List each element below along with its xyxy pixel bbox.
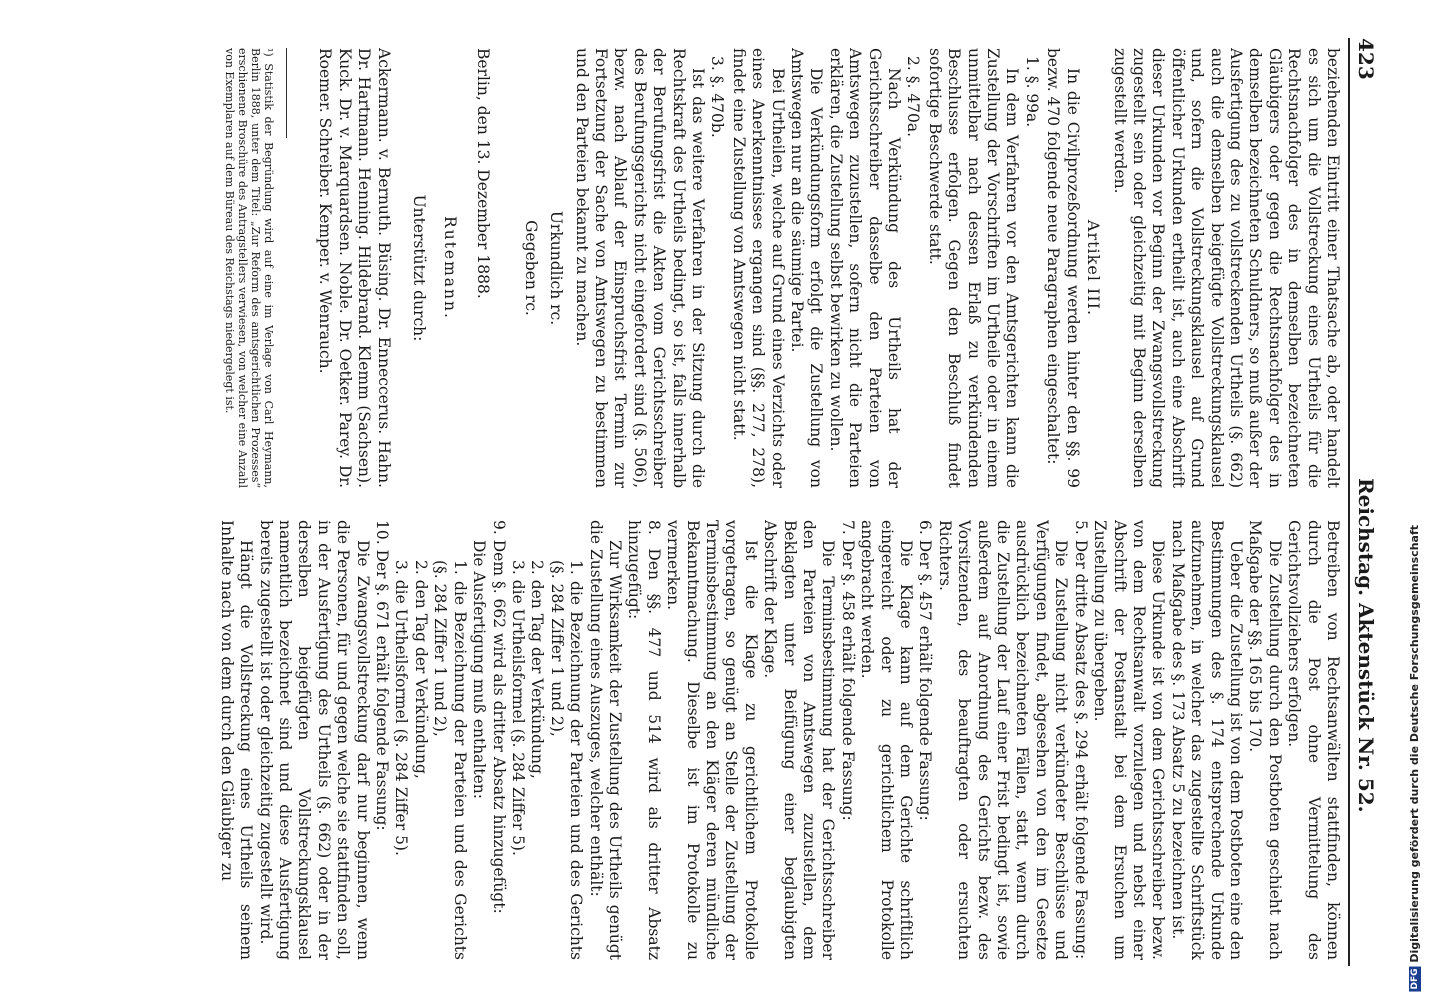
credit-text: Digitalisierung gefördert durch die Deutsche Forschungsgemeinschaft <box>1408 525 1421 964</box>
digitization-credit <box>1402 0 1432 1000</box>
list-item-label: 7. Der §. 458 erhält folgende Fassung: <box>838 520 857 821</box>
right-column <box>22 520 1342 960</box>
paragraph: Diese Urkunde ist von dem Gerichtsschreiber bezw. von dem Rechtsanwalt vorzulegen und nebst einer Abschrift der Postanstalt bei dem Ersuchen um Zustellung zu übergeben. <box>1091 520 1168 960</box>
list-item-label: 6. Der §. 457 erhält folgende Fassung: <box>916 520 935 821</box>
paragraph: Ueber die Zustellung ist von dem Postboten eine den Bestimmungen des §. 174 entsprechende Urkunde aufzunehmen, in welcher das zugestellte Schriftstück nach Maßgabe des §. 173 Absatz 5 zu bezeichnen ist. <box>1168 520 1245 960</box>
header-rule <box>1348 38 1350 966</box>
supported-by-label: Unterstützt durch: <box>409 194 428 342</box>
sub-list-item: 1. die Bezeichnung der Parteien und des Gerichts (§. 284 Ziffer 1 und 2), <box>547 560 586 960</box>
paragraph: beziehenden Eintritt einer Thatsache ab, oder handelt es sich um die Vollstreckung eines Urtheils für die Rechtsnachfolger des in demselben bezeichneten Gläubigers oder gegen die Rechtsnachfolger des in demselben bezeichneten Schuldners, so muß außer der Ausfertigung des zu vollstreckenden Urtheils (§. 662) auch die demselben beigefügte Vollstreckungsklausel und, sofern die Vollstreckungsklausel auf Grund öffentlicher Urkunden ertheilt ist, auch eine Abschrift dieser Urkunden vor Beginn der Zwangsvollstreckung zugestellt sein oder gleichzeitig mit Beginn derselben zugestellt werden. <box>1110 48 1342 488</box>
paragraph: Die Klage kann auf dem Gerichte schriftlich eingereicht oder zu gerichtlichem Protokolle angebracht werden. <box>858 520 916 960</box>
date-line: Berlin, den 13. Dezember 1888. <box>474 48 493 299</box>
dfg-logo: DFG <box>1410 968 1420 990</box>
list-item-label: 5. Der dritte Absatz des §. 294 erhält folgende Fassung: <box>1071 520 1090 960</box>
section-label: 3. §. 470b. <box>708 56 727 138</box>
list-item-label: 10. Der §. 671 erhält folgende Fassung: <box>373 520 392 831</box>
paragraph: Betreiben von Rechtsanwälten stattfinden, können durch die Post ohne Vermittelung des Gerichtsvollziehers erfolgen. <box>1285 520 1342 960</box>
page-number: 423 <box>1354 38 1378 80</box>
paragraph: Hängt die Vollstreckung eines Urtheils seinem Inhalte nach von dem durch den Gläubiger zu <box>217 520 256 960</box>
paragraph: Die Zustellung nicht verkündeter Beschlüsse und Verfügungen findet, abgesehen von den im Gesetze ausdrücklich bezeichneten Fällen, statt, wenn durch die Zustellung der Lauf einer Frist bedingt ist, sowie außerdem auf Anordnung des Gerichts bezw. des Vorsitzenden, des beauftragten oder ersuchten Richters. <box>935 520 1071 960</box>
article-heading: Artikel III. <box>1084 219 1104 317</box>
left-column <box>22 48 1342 488</box>
sub-list-item: 2. den Tag der Verkündung, <box>528 560 547 779</box>
paragraph: Ist das weitere Verfahren in der Sitzung durch die Rechtskraft des Urtheils bedingt, so ist, falls innerhalb der Berufungsfrist die Akten vom Gerichtsschreiber des Berufungsgerichts nicht eingefordert sind (§. 506), bezw. nach Ablauf der Einspruchsfrist Termin zur Fortsetzung der Sache von Amtswegen zu bestimmen und den Parteien bekannt zu machen. <box>572 48 707 488</box>
paragraph: Die Verkündungsform erfolgt die Zustellung von Amtswegen nur an die säumige Partei. <box>788 48 826 488</box>
sub-list-item: 3. die Urtheilsformel (§. 284 Ziffer 5). <box>392 560 411 856</box>
signature: Rutemann. <box>440 216 459 320</box>
sub-list-item: 2. den Tag der Verkündung, <box>411 560 430 779</box>
page-header <box>1352 38 1382 966</box>
footnote: ¹) Statistik der Begründung wird auf eine im Verlage von Carl Heymann, Berlin 1888, unter dem Titel: „Zur Reform des amtsgerichtlichen Prozesses“ erschienene Broschüre des Antragstellers verwiesen, von welcher eine Anzahl von Exemplaren auf dem Büreau des Reichstags niedergelegt ist. <box>223 48 275 488</box>
closing-line: Gegeben rc. <box>521 220 540 316</box>
article-intro: In die Civilprozeßordnung werden hinter den §§. 99 bezw. 470 folgende neue Paragraphen eingeschaltet: <box>1044 48 1082 488</box>
section-label: 2. §. 470a. <box>904 56 923 138</box>
paragraph: Zur Wirksamkeit der Zustellung des Urtheils genügt die Zustellung eines Auszuges, welcher enthält: <box>586 520 624 960</box>
paragraph: Bei Urtheilen, welche auf Grund eines Verzichts oder eines Anerkenntnisses ergangen sind (§§. 277, 278), findet eine Zustellung von Amtswegen nicht statt. <box>729 48 787 488</box>
sub-list-item: 3. die Urtheilsformel (§. 284 Ziffer 5). <box>508 560 527 856</box>
paragraph: In dem Verfahren vor den Amtsgerichten kann die Zustellung der Vorschriften im Urtheile oder in einem unmittelbar nach dessen Erlaß zu verkündenden Beschlusse erfolgen. Gegen den Beschluß findet sofortige Beschwerde statt. <box>925 48 1022 488</box>
list-item-label: 8. Den §§. 477 und 514 wird als dritter Absatz hinzugefügt: <box>625 520 663 960</box>
supporters-list: Ackermann. v. Bernuth. Büsing. Dr. Enneccerus. Hahn. Dr. Hartmann. Henning. Hildebrand. Klemm (Sachsen). Kuck. Dr. v. Marquardsen. Noble. Dr. Oetker. Parey. Dr. Roemer. Schreiber. Kemper. v. Wenrauch. <box>316 48 393 488</box>
paragraph: Ist die Klage zu gerichtlichem Protokolle vorgetragen, so genügt an Stelle der Zustellung der Terminsbestimmung an den Kläger deren mündliche Bekanntmachung. Dieselbe ist im Protokolle zu vermerken. <box>664 520 760 960</box>
list-item-label: 9. Dem §. 662 wird als dritter Absatz hinzugefügt: <box>489 520 508 914</box>
paragraph: Die Zwangsvollstreckung darf nur beginnen, wenn die Personen, für und gegen welche sie stattfinden soll, in der Ausfertigung des Urtheils (§. 662) oder in der derselben beigefügten Vollstreckungsklausel namentlich bezeichnet sind und diese Ausfertigung bereits zugestellt ist oder gleichzeitig zugestellt wird. <box>256 520 372 960</box>
paragraph: Nach Verkündung des Urtheils hat der Gerichtsschreiber dasselbe den Parteien von Amtswegen zuzustellen, sofern nicht die Parteien erklären, die Zustellung selbst bewirken zu wollen. <box>826 48 904 488</box>
page-title: Reichstag. Aktenstück Nr. 52. <box>1354 478 1378 813</box>
paragraph: Die Terminsbestimmung hat der Gerichtsschreiber den Parteien von Amtswegen zuzustellen, dem Beklagten unter Beifügung einer beglaubigten Abschrift der Klage. <box>761 520 838 960</box>
closing-line: Urkundlich rc. <box>547 210 566 326</box>
paragraph: Die Ausfertigung muß enthalten: <box>470 540 489 799</box>
section-label: 1. §. 99a. <box>1022 56 1041 128</box>
footnote-rule <box>286 48 287 138</box>
paragraph: Die Zustellung durch den Postboten geschieht nach Maßgabe der §§. 165 bis 170. <box>1246 520 1284 960</box>
sub-list-item: 1. die Bezeichnung der Parteien und des Gerichts (§. 284 Ziffer 1 und 2), <box>431 560 469 960</box>
